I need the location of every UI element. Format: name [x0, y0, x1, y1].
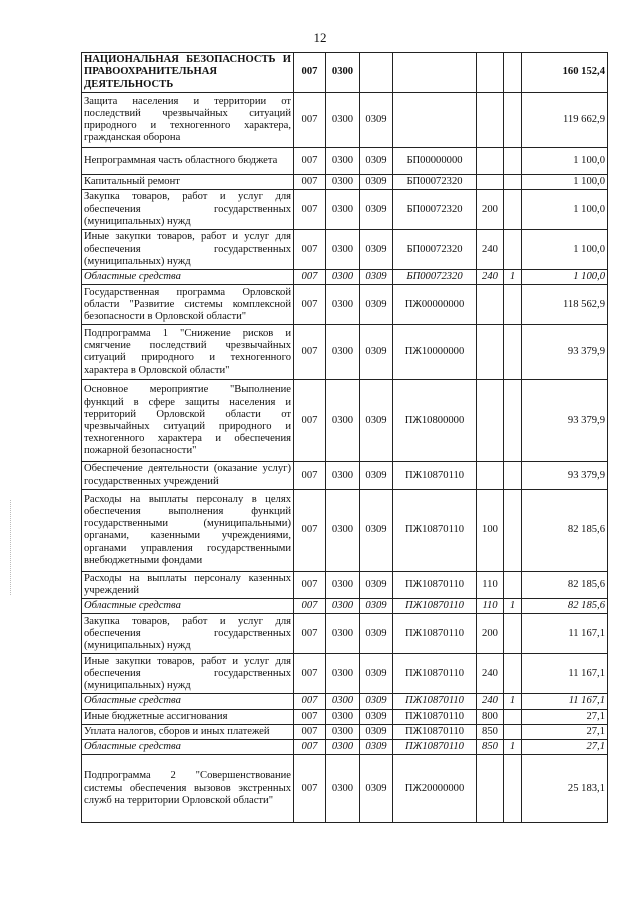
- table-row: [82, 230, 608, 270]
- row-subsection-code: 0309: [360, 270, 393, 285]
- row-name: Иные бюджетные ассигнования: [82, 709, 294, 724]
- row-funding-source: [504, 380, 522, 462]
- row-subsection-code: 0309: [360, 175, 393, 190]
- row-section-code: 0300: [326, 462, 360, 489]
- row-amount: 93 379,9: [522, 325, 608, 380]
- scan-margin-mark: [10, 500, 13, 595]
- row-expense-type: [477, 325, 504, 380]
- row-name: Закупка товаров, работ и услуг для обеспечения государственных (муниципальных) нужд: [82, 614, 294, 654]
- row-funding-source: [504, 755, 522, 823]
- row-funding-source: [504, 709, 522, 724]
- row-subsection-code: 0309: [360, 599, 393, 614]
- row-subsection-code: 0309: [360, 571, 393, 598]
- row-amount: 118 562,9: [522, 285, 608, 325]
- row-amount: 11 167,1: [522, 654, 608, 694]
- row-section-code: 0300: [326, 709, 360, 724]
- page-number: 12: [313, 30, 327, 45]
- row-expense-type: [477, 462, 504, 489]
- row-section-code: 0300: [326, 740, 360, 755]
- row-expense-type: 240: [477, 694, 504, 709]
- row-amount: 82 185,6: [522, 599, 608, 614]
- row-section-code: 0300: [326, 614, 360, 654]
- row-grbs-code: 007: [294, 462, 326, 489]
- table-row: [82, 489, 608, 571]
- row-section-code: 0300: [326, 724, 360, 739]
- row-name: Иные закупки товаров, работ и услуг для обеспечения государственных (муниципальных) нужд: [82, 230, 294, 270]
- row-amount: 25 183,1: [522, 755, 608, 823]
- row-grbs-code: 007: [294, 654, 326, 694]
- row-name: Иные закупки товаров, работ и услуг для обеспечения государственных (муниципальных) нужд: [82, 654, 294, 694]
- row-section-code: 0300: [326, 571, 360, 598]
- row-subsection-code: 0309: [360, 614, 393, 654]
- row-target-article: БП00000000: [393, 148, 477, 175]
- row-grbs-code: 007: [294, 599, 326, 614]
- row-name: Обеспечение деятельности (оказание услуг) государственных учреждений: [82, 462, 294, 489]
- row-amount: 1 100,0: [522, 230, 608, 270]
- table-row: [82, 148, 608, 175]
- budget-table: [81, 52, 608, 823]
- row-name: НАЦИОНАЛЬНАЯ БЕЗОПАСНОСТЬ И ПРАВООХРАНИТЕЛЬНАЯ ДЕЯТЕЛЬНОСТЬ: [82, 53, 294, 93]
- row-target-article: БП00072320: [393, 230, 477, 270]
- row-grbs-code: 007: [294, 230, 326, 270]
- row-expense-type: [477, 175, 504, 190]
- row-target-article: БП00072320: [393, 270, 477, 285]
- table-row: [82, 190, 608, 230]
- row-grbs-code: 007: [294, 380, 326, 462]
- row-expense-type: 110: [477, 599, 504, 614]
- row-grbs-code: 007: [294, 53, 326, 93]
- row-target-article: БП00072320: [393, 175, 477, 190]
- row-name: Закупка товаров, работ и услуг для обеспечения государственных (муниципальных) нужд: [82, 190, 294, 230]
- row-name: Областные средства: [82, 694, 294, 709]
- row-grbs-code: 007: [294, 614, 326, 654]
- row-grbs-code: 007: [294, 709, 326, 724]
- row-target-article: ПЖ10870110: [393, 489, 477, 571]
- row-expense-type: [477, 93, 504, 148]
- row-target-article: ПЖ10870110: [393, 599, 477, 614]
- row-funding-source: [504, 489, 522, 571]
- row-grbs-code: 007: [294, 694, 326, 709]
- row-subsection-code: 0309: [360, 724, 393, 739]
- row-expense-type: [477, 380, 504, 462]
- row-amount: 160 152,4: [522, 53, 608, 93]
- row-name: Подпрограмма 1 "Снижение рисков и смягчение последствий чрезвычайных ситуаций природного и техногенного характера в Орловской области": [82, 325, 294, 380]
- row-target-article: ПЖ10870110: [393, 740, 477, 755]
- row-section-code: 0300: [326, 599, 360, 614]
- row-expense-type: [477, 755, 504, 823]
- row-section-code: 0300: [326, 148, 360, 175]
- row-name: Расходы на выплаты персоналу казенных учреждений: [82, 571, 294, 598]
- row-section-code: 0300: [326, 489, 360, 571]
- row-target-article: ПЖ00000000: [393, 285, 477, 325]
- row-subsection-code: 0309: [360, 230, 393, 270]
- row-expense-type: 240: [477, 654, 504, 694]
- row-target-article: ПЖ20000000: [393, 755, 477, 823]
- row-funding-source: [504, 325, 522, 380]
- row-name: Областные средства: [82, 740, 294, 755]
- row-amount: 1 100,0: [522, 190, 608, 230]
- row-funding-source: 1: [504, 694, 522, 709]
- row-expense-type: 100: [477, 489, 504, 571]
- row-expense-type: 200: [477, 614, 504, 654]
- row-name: Государственная программа Орловской области "Развитие системы комплексной безопасности в Орловской области": [82, 285, 294, 325]
- row-amount: 27,1: [522, 740, 608, 755]
- row-funding-source: [504, 93, 522, 148]
- row-section-code: 0300: [326, 190, 360, 230]
- row-funding-source: [504, 285, 522, 325]
- row-section-code: 0300: [326, 53, 360, 93]
- table-row: [82, 724, 608, 739]
- row-funding-source: [504, 175, 522, 190]
- table-row: [82, 93, 608, 148]
- row-expense-type: 200: [477, 190, 504, 230]
- table-row: [82, 599, 608, 614]
- row-amount: 82 185,6: [522, 489, 608, 571]
- row-expense-type: 850: [477, 724, 504, 739]
- row-name: Уплата налогов, сборов и иных платежей: [82, 724, 294, 739]
- row-section-code: 0300: [326, 325, 360, 380]
- table-row: [82, 462, 608, 489]
- row-subsection-code: 0309: [360, 190, 393, 230]
- row-section-code: 0300: [326, 380, 360, 462]
- row-grbs-code: 007: [294, 270, 326, 285]
- row-amount: 1 100,0: [522, 148, 608, 175]
- row-subsection-code: 0309: [360, 755, 393, 823]
- row-expense-type: 240: [477, 230, 504, 270]
- row-funding-source: 1: [504, 270, 522, 285]
- row-name: Основное мероприятие "Выполнение функций в сфере защиты населения и территорий Орловской области от чрезвычайных ситуаций природного и техногенного характера и обеспечения пожарной безопасности": [82, 380, 294, 462]
- table-row: [82, 614, 608, 654]
- row-grbs-code: 007: [294, 489, 326, 571]
- row-funding-source: [504, 190, 522, 230]
- row-funding-source: 1: [504, 599, 522, 614]
- row-target-article: БП00072320: [393, 190, 477, 230]
- row-amount: 27,1: [522, 724, 608, 739]
- table-row: [82, 325, 608, 380]
- row-funding-source: [504, 571, 522, 598]
- row-expense-type: 800: [477, 709, 504, 724]
- row-funding-source: [504, 614, 522, 654]
- table-row: [82, 270, 608, 285]
- row-amount: 1 100,0: [522, 175, 608, 190]
- row-funding-source: 1: [504, 740, 522, 755]
- table-row: [82, 709, 608, 724]
- row-amount: 1 100,0: [522, 270, 608, 285]
- row-amount: 93 379,9: [522, 380, 608, 462]
- row-funding-source: [504, 230, 522, 270]
- row-amount: 82 185,6: [522, 571, 608, 598]
- table-row: [82, 740, 608, 755]
- row-grbs-code: 007: [294, 285, 326, 325]
- budget-table-body: [82, 53, 608, 823]
- row-target-article: ПЖ10870110: [393, 694, 477, 709]
- row-subsection-code: 0309: [360, 380, 393, 462]
- row-name: Подпрограмма 2 "Совершенствование системы обеспечения вызовов экстренных служб на территории Орловской области": [82, 755, 294, 823]
- row-amount: 27,1: [522, 709, 608, 724]
- row-target-article: ПЖ10870110: [393, 462, 477, 489]
- row-amount: 11 167,1: [522, 694, 608, 709]
- row-expense-type: [477, 53, 504, 93]
- row-grbs-code: 007: [294, 175, 326, 190]
- row-target-article: ПЖ10870110: [393, 709, 477, 724]
- row-grbs-code: 007: [294, 740, 326, 755]
- row-funding-source: [504, 148, 522, 175]
- row-subsection-code: 0309: [360, 709, 393, 724]
- row-name: Защита населения и территории от последствий чрезвычайных ситуаций природного и техногенного характера, гражданская оборона: [82, 93, 294, 148]
- row-section-code: 0300: [326, 285, 360, 325]
- row-target-article: ПЖ10800000: [393, 380, 477, 462]
- row-name: Расходы на выплаты персоналу в целях обеспечения выполнения функций государственными (муниципальными) органами, казенными учреждениями, органами управления государственными внебюджетными фондами: [82, 489, 294, 571]
- row-target-article: ПЖ10870110: [393, 614, 477, 654]
- table-row: [82, 53, 608, 93]
- row-name: Областные средства: [82, 599, 294, 614]
- row-expense-type: [477, 148, 504, 175]
- row-subsection-code: 0309: [360, 462, 393, 489]
- row-expense-type: 850: [477, 740, 504, 755]
- table-row: [82, 285, 608, 325]
- table-row: [82, 175, 608, 190]
- row-subsection-code: 0309: [360, 654, 393, 694]
- row-subsection-code: [360, 53, 393, 93]
- row-funding-source: [504, 53, 522, 93]
- row-grbs-code: 007: [294, 755, 326, 823]
- row-subsection-code: 0309: [360, 489, 393, 571]
- row-subsection-code: 0309: [360, 325, 393, 380]
- row-expense-type: [477, 285, 504, 325]
- row-section-code: 0300: [326, 755, 360, 823]
- row-funding-source: [504, 654, 522, 694]
- row-amount: 93 379,9: [522, 462, 608, 489]
- row-expense-type: 240: [477, 270, 504, 285]
- row-expense-type: 110: [477, 571, 504, 598]
- row-section-code: 0300: [326, 230, 360, 270]
- table-row: [82, 654, 608, 694]
- row-target-article: ПЖ10870110: [393, 724, 477, 739]
- row-subsection-code: 0309: [360, 285, 393, 325]
- row-section-code: 0300: [326, 175, 360, 190]
- row-target-article: ПЖ10870110: [393, 654, 477, 694]
- row-target-article: [393, 53, 477, 93]
- row-target-article: ПЖ10000000: [393, 325, 477, 380]
- table-row: [82, 571, 608, 598]
- row-funding-source: [504, 462, 522, 489]
- row-target-article: ПЖ10870110: [393, 571, 477, 598]
- row-subsection-code: 0309: [360, 694, 393, 709]
- table-row: [82, 694, 608, 709]
- row-name: Капитальный ремонт: [82, 175, 294, 190]
- row-grbs-code: 007: [294, 571, 326, 598]
- row-name: Областные средства: [82, 270, 294, 285]
- row-section-code: 0300: [326, 694, 360, 709]
- row-subsection-code: 0309: [360, 148, 393, 175]
- row-grbs-code: 007: [294, 724, 326, 739]
- row-grbs-code: 007: [294, 325, 326, 380]
- row-grbs-code: 007: [294, 190, 326, 230]
- row-section-code: 0300: [326, 93, 360, 148]
- row-grbs-code: 007: [294, 93, 326, 148]
- row-name: Непрограммная часть областного бюджета: [82, 148, 294, 175]
- row-amount: 11 167,1: [522, 614, 608, 654]
- row-amount: 119 662,9: [522, 93, 608, 148]
- row-subsection-code: 0309: [360, 93, 393, 148]
- row-section-code: 0300: [326, 654, 360, 694]
- row-funding-source: [504, 724, 522, 739]
- row-target-article: [393, 93, 477, 148]
- table-row: [82, 755, 608, 823]
- row-subsection-code: 0309: [360, 740, 393, 755]
- row-section-code: 0300: [326, 270, 360, 285]
- row-grbs-code: 007: [294, 148, 326, 175]
- table-row: [82, 380, 608, 462]
